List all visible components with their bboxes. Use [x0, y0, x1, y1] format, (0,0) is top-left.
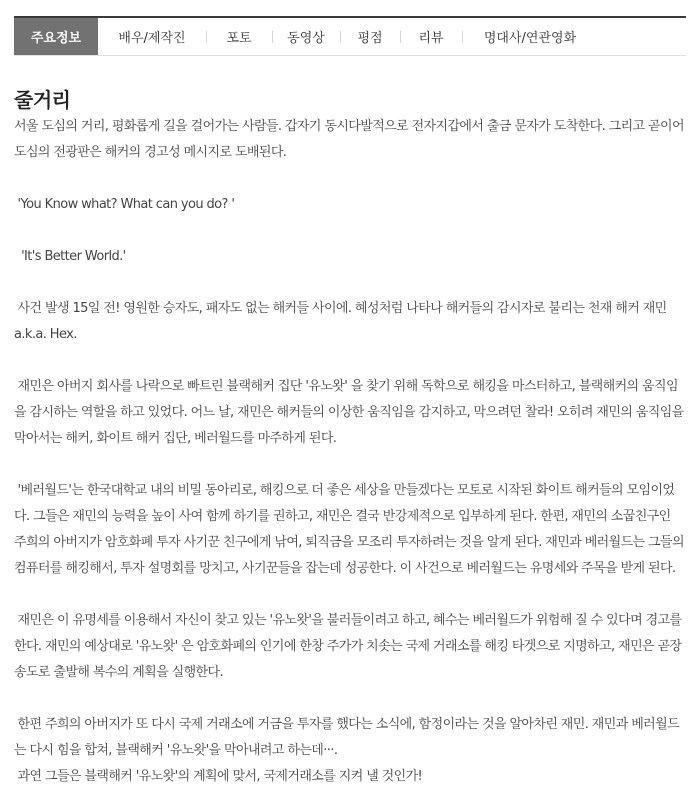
tab-rating[interactable] — [340, 18, 400, 55]
synopsis-paragraph: 'You Know what? What can you do? ' — [14, 197, 235, 212]
tab-label: 리뷰 — [418, 31, 444, 46]
tab-label: 동영상 — [287, 31, 325, 46]
tab-label: 포토 — [226, 31, 252, 46]
synopsis-body — [14, 114, 686, 790]
tab-label: 배우/제작진 — [118, 31, 186, 46]
synopsis-paragraph: 과연 그들은 블랙해커 '유노왓'의 계획에 맞서, 국제거래소를 지켜 낼 것인가! — [14, 769, 423, 784]
section-title: 줄거리 — [14, 88, 71, 112]
tab-review[interactable] — [400, 18, 462, 55]
synopsis-paragraph: 재민은 아버지 회사를 나락으로 빠트린 블랙해커 집단 '유노왓' 을 찾기 위해 독학으로 해킹을 마스터하고, 블랙해커의 움직임을 감시하는 역할을 하고 있었다. 어느 날, 재민은 해커들의 이상한 움직임을 감지하고, 막으려던 찰라! 오히려 재민의 움직임을 막아서는 해커, 화이트 해커 집단, 베러월드를 마주하게 된다. — [14, 379, 688, 446]
synopsis-paragraph: 서울 도심의 거리, 평화롭게 길을 걸어가는 사람들. 갑자기 동시다발적으로 전자지갑에서 출금 문자가 도착한다. 그리고 곧이어 도심의 전광판은 해커의 경고성 메시지로 도배된다. — [14, 119, 688, 160]
tab-separator — [340, 31, 341, 43]
tab-video[interactable] — [272, 18, 340, 55]
tab-label: 명대사/연관영화 — [483, 31, 577, 46]
tab-cast-crew[interactable] — [98, 18, 206, 55]
synopsis-paragraph: '베러월드'는 한국대학교 내의 비밀 동아리로, 해킹으로 더 좋은 세상을 만들겠다는 모토로 시작된 화이트 해커들의 모임이었다. 그들은 재민의 능력을 높이 사여 함께 하기를 권하고, 재민은 결국 반강제적으로 입부하게 된다. 한편, 재민의 소꿉친구인 주희의 아버지가 암호화폐 투자 사기꾼 친구에게 낚여, 퇴직금을 모조리 투자하려는 것을 알게 된다. 재민과 베러월드는 그들의 컴퓨터를 해킹해서, 투자 설명회를 망치고, 사기꾼들을 잡는데 성공한다. 이 사건으로 베러월드는 유명세와 주목을 받게 된다. — [14, 483, 688, 576]
tab-label: 주요정보 — [30, 31, 82, 46]
synopsis-paragraph: 재민은 이 유명세를 이용해서 자신이 찾고 있는 '유노왓'을 불러들이려고 하고, 혜수는 베러월드가 위험해 질 수 있다며 경고를 한다. 재민의 예상대로 '유노왓' 은 암호화폐의 인기에 한창 주가가 치솟는 국제 거래소를 해킹 타겟으로 지명하고, 재민은 곧장 송도로 출발해 복수의 계획을 실행한다. — [14, 613, 685, 680]
movie-info-tabs — [14, 16, 686, 56]
tab-photo[interactable] — [206, 18, 272, 55]
synopsis-paragraph: 한편 주희의 아버지가 또 다시 국제 거래소에 거금을 투자를 했다는 소식에, 함정이라는 것을 알아차린 재민. 재민과 베러월드는 다시 힘을 합쳐, 블랙해커 '유노왓'을 막아내려고 하는데···. — [14, 717, 680, 758]
tab-separator — [462, 31, 463, 43]
tab-separator — [206, 31, 207, 43]
tab-separator — [272, 31, 273, 43]
tab-quotes-related[interactable] — [462, 18, 598, 55]
synopsis-paragraph: 사건 발생 15일 전! 영원한 승자도, 패자도 없는 해커들 사이에. 혜성처럼 나타나 해커들의 감시자로 불리는 천재 해커 재민 a.k.a. Hex. — [14, 301, 671, 342]
tab-main-info[interactable] — [14, 18, 98, 55]
tab-label: 평점 — [357, 31, 383, 46]
synopsis-paragraph: 'It's Better World.' — [14, 249, 126, 264]
tab-separator — [400, 31, 401, 43]
